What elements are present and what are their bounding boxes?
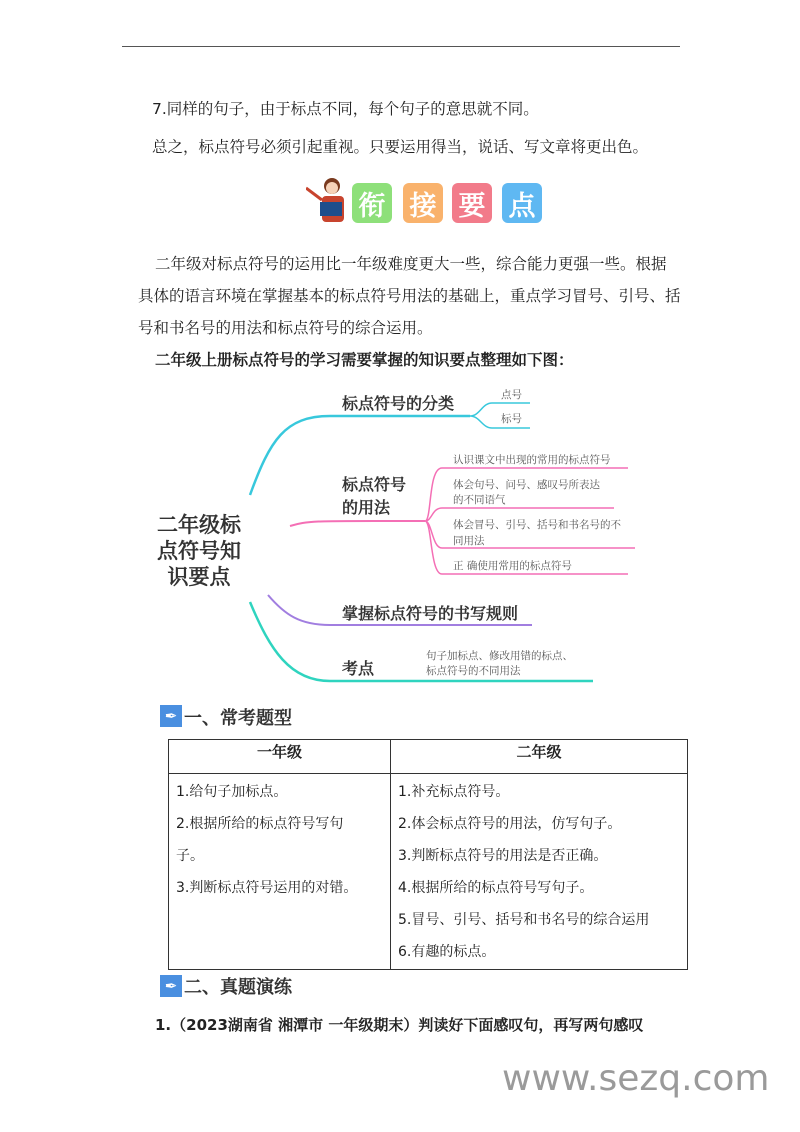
usage-leaf-1: 认识课文中出现的常用的标点符号 [453,454,611,466]
banner-char-4: 点 [502,183,542,223]
grade1-item: 1.给句子加标点。 [176,784,288,800]
center-line-2: 点符号知 [157,539,241,563]
table-header-grade1: 一年级 [169,740,391,774]
grade1-item: 子。 [176,848,204,864]
grade2-item: 6.有趣的标点。 [398,944,496,960]
grade2-cell [391,774,688,970]
intro-line-3: 号和书名号的用法和标点符号的综合运用。 [138,319,433,337]
grade1-item: 3.判断标点符号运用的对错。 [176,880,358,896]
grade2-item: 1.补充标点符号。 [398,784,510,800]
usage-leaf-2b: 的不同语气 [453,494,506,506]
usage-line-2: 的用法 [342,498,391,517]
mindmap-center [157,512,241,590]
pen-icon: ✒ [160,705,182,727]
intro-bold: 二年级上册标点符号的学习需要掌握的知识要点整理如下图： [155,351,574,369]
center-line-1: 二年级标 [157,513,241,537]
usage-leaf-2a: 体会句号、问号、感叹号所表达 [453,479,600,491]
branch-exam-points: 考点 [342,659,375,678]
usage-leaf-3a: 体会冒号、引号、括号和书名号的不 [453,519,621,531]
exam-desc-1: 句子加标点、修改用错的标点、 [426,650,573,662]
grade1-item: 2.根据所给的标点符号写句 [176,816,344,832]
intro-line-1: 二年级对标点符号的运用比一年级难度更大一些，综合能力更强一些。根据 [155,255,667,273]
leaf-biaohao: 标号 [501,413,522,425]
question-1: 1.（2023湖南省 湘潭市 一年级期末）判读好下面感叹句，再写两句感叹 [155,1016,644,1034]
pen-icon: ✒ [160,975,182,997]
grade1-cell [169,774,391,970]
banner-char-1: 衔 [352,183,392,223]
summary-line: 总之，标点符号必须引起重视。只要运用得当，说话、写文章将更出色。 [152,138,649,156]
grade2-item: 5.冒号、引号、括号和书名号的综合运用 [398,912,650,928]
usage-leaf-3b: 同用法 [453,535,485,547]
intro-line-2: 具体的语言环境在掌握基本的标点符号用法的基础上，重点学习冒号、引号、括 [138,287,681,305]
branch-writing-rules: 掌握标点符号的书写规则 [342,604,519,623]
center-line-3: 识要点 [167,565,231,589]
exam-desc-2: 标点符号的不同用法 [426,665,521,677]
section-1-title: 一、常考题型 [184,708,292,729]
line-7: 7.同样的句子，由于标点不同，每个句子的意思就不同。 [152,100,539,118]
branch-usage [342,473,406,519]
leaf-dianhao: 点号 [501,389,522,401]
branch-classification: 标点符号的分类 [342,394,455,413]
usage-leaf-4: 正 确使用常用的标点符号 [453,560,572,572]
watermark: www.sezq.com [502,1058,770,1099]
grade2-item: 4.根据所给的标点符号写句子。 [398,880,594,896]
usage-line-1: 标点符号 [342,475,407,494]
banner-char-2: 接 [403,183,443,223]
question-types-table [168,739,688,970]
grade2-item: 2.体会标点符号的用法，仿写句子。 [398,816,622,832]
banner-char-3: 要 [452,183,492,223]
section-2-title: 二、真题演练 [184,977,292,998]
table-header-grade2: 二年级 [391,740,688,774]
grade2-item: 3.判断标点符号的用法是否正确。 [398,848,608,864]
